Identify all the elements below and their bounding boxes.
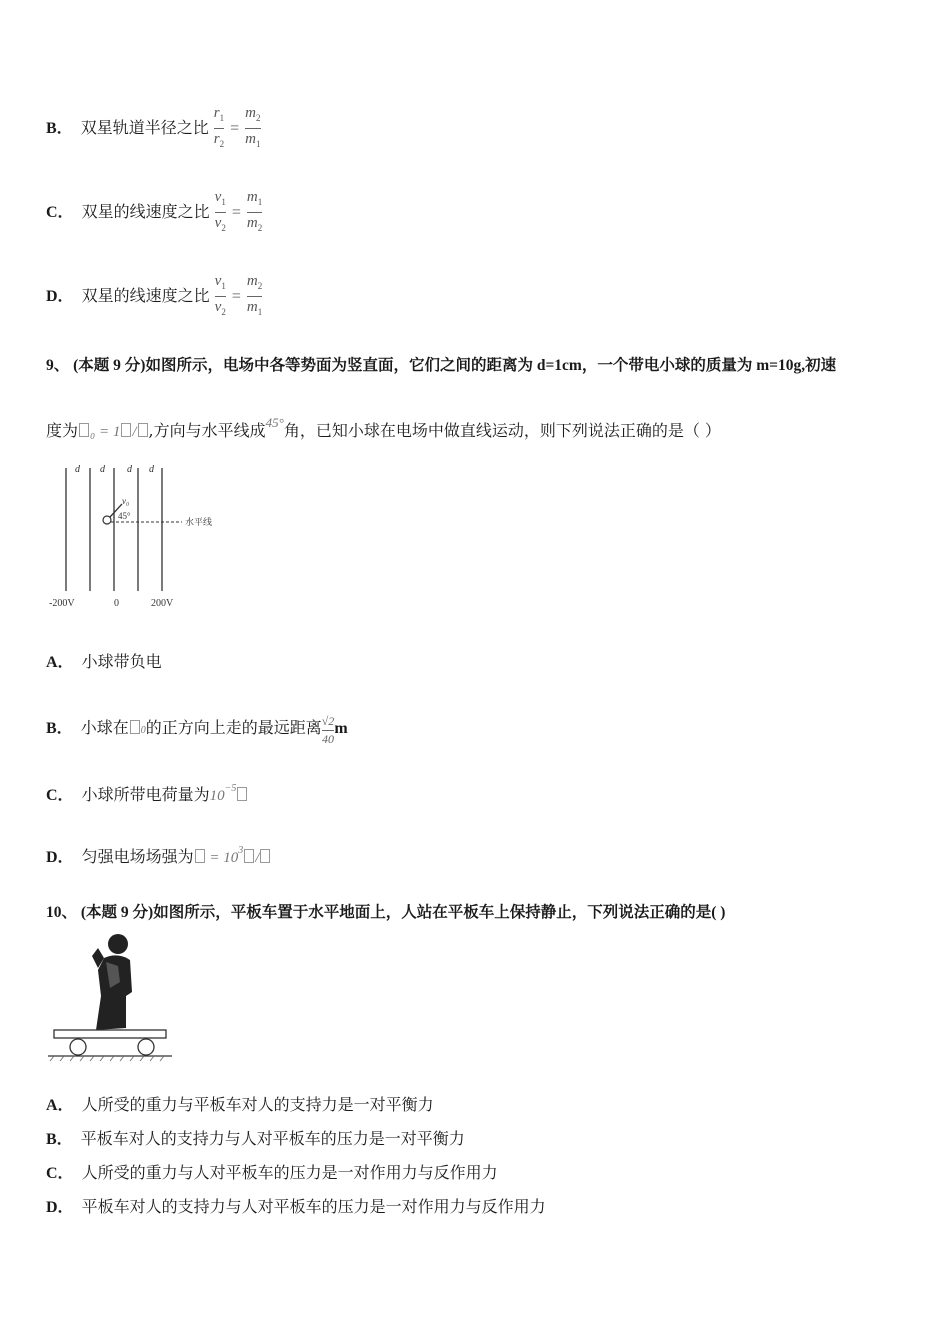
option-label: A． (46, 654, 74, 671)
option-text: 匀强电场场强为 (81, 847, 194, 866)
option-8d (46, 273, 262, 320)
person-on-cart-figure (46, 930, 176, 1065)
subscript: 0 (140, 725, 146, 736)
option-text: 平板车对人的支持力与人对平板车的压力是一对平衡力 (80, 1129, 465, 1148)
cart-wheel-right (138, 1039, 154, 1055)
placeholder-glyph-icon (195, 849, 205, 863)
power-exponent: 3 (238, 845, 244, 856)
option-label: C． (46, 1165, 74, 1182)
option-9c (46, 782, 248, 805)
option-text: 小球带负电 (81, 652, 162, 671)
angle-label: 45° (118, 511, 131, 521)
slash: / (255, 850, 260, 866)
placeholder-glyph-icon (138, 423, 148, 437)
question-9-line1 (46, 353, 836, 375)
question-10 (46, 900, 725, 922)
question-9-line2 (46, 415, 721, 441)
voltage-left: -200V (49, 598, 75, 609)
placeholder-glyph-icon (260, 849, 270, 863)
power-exponent: −5 (224, 783, 237, 794)
voltage-right: 200V (151, 598, 174, 609)
fraction-right: $\frac{m_2}{m_1}$ (245, 105, 261, 149)
ball (103, 516, 111, 524)
text-segment: 角，已知小球在电场中做直线运动，则下列说法正确的是（ ） (283, 421, 721, 440)
d-label: d (127, 464, 132, 475)
option-label: C． (46, 787, 74, 804)
cart-board (54, 1030, 166, 1038)
option-10d (46, 1194, 546, 1217)
option-text: 小球所带电荷量为 (81, 785, 210, 804)
text-segment: 小球在 (80, 718, 129, 737)
option-10c (46, 1160, 498, 1183)
option-10a (46, 1092, 434, 1115)
unit: m (334, 720, 348, 737)
ground-hatch (50, 1056, 164, 1061)
option-label: D． (46, 1199, 74, 1216)
option-8c (46, 189, 262, 236)
option-9a (46, 649, 162, 672)
v0-label: v₀ (122, 496, 130, 506)
option-label: A． (46, 1097, 74, 1114)
distance-fraction: $\frac{√2}{40}$ (321, 714, 335, 746)
d-label: d (149, 464, 154, 475)
horizontal-label: 水平线 (185, 518, 213, 528)
field-expression: = 10 (205, 850, 239, 866)
option-9d (46, 844, 271, 867)
placeholder-glyph-icon (121, 423, 131, 437)
placeholder-glyph-icon (244, 849, 254, 863)
question-number: 9、 (46, 357, 70, 374)
equals-sign: = (230, 119, 240, 137)
person-head (108, 934, 128, 954)
placeholder-glyph-icon (130, 720, 140, 734)
equals-sign: = (231, 287, 241, 305)
angle-value: 45° (265, 415, 284, 430)
cart-wheel-left (70, 1039, 86, 1055)
fraction-left: $\frac{v_1}{v_2}$ (214, 189, 226, 233)
option-label: C． (46, 204, 74, 221)
option-label: D． (46, 849, 74, 866)
fraction-left: $\frac{r_1}{r_2}$ (213, 105, 225, 149)
question-text: (本题 9 分)如图所示，平板车置于水平地面上，人站在平板车上保持静止，下列说法正确的是( ) (80, 904, 726, 921)
d-label: d (75, 464, 80, 475)
fraction-left: $\frac{v_1}{v_2}$ (214, 273, 226, 317)
power-base: 10 (209, 788, 225, 804)
text-segment: 的正方向上走的最远距离 (145, 718, 322, 737)
fraction-right: $\frac{m_1}{m_2}$ (246, 189, 263, 233)
text-segment: 度为 (46, 421, 79, 440)
option-text: 双星的线速度之比 (81, 202, 210, 221)
fraction-right: $\frac{m_2}{m_1}$ (246, 273, 263, 317)
equipotential-figure (44, 458, 234, 618)
option-label: B． (46, 1131, 73, 1148)
option-text: 双星轨道半径之比 (80, 118, 209, 137)
option-text: 人所受的重力与平板车对人的支持力是一对平衡力 (81, 1095, 434, 1114)
voltage-mid: 0 (114, 598, 119, 609)
option-text: 人所受的重力与人对平板车的压力是一对作用力与反作用力 (81, 1163, 498, 1182)
d-label: d (100, 464, 105, 475)
option-9b (46, 715, 348, 746)
option-label: B． (46, 120, 73, 137)
slash: / (132, 424, 137, 440)
option-text: 双星的线速度之比 (81, 286, 210, 305)
placeholder-glyph-icon (79, 423, 89, 437)
option-text: 平板车对人的支持力与人对平板车的压力是一对作用力与反作用力 (81, 1197, 546, 1216)
placeholder-glyph-icon (237, 787, 247, 801)
option-label: D． (46, 288, 74, 305)
text-segment: ,方向与水平线成 (148, 421, 266, 440)
question-number: 10、 (46, 904, 78, 921)
option-label: B． (46, 720, 73, 737)
equals-sign: = (231, 203, 241, 221)
option-10b (46, 1126, 465, 1149)
v0-expression: ₀ = 1 (90, 424, 121, 440)
question-text: (本题 9 分)如图所示，电场中各等势面为竖直面，它们之间的距离为 d=1cm，一个带电小球的质量为 m=10g,初速 (73, 357, 837, 374)
option-8b (46, 105, 261, 152)
